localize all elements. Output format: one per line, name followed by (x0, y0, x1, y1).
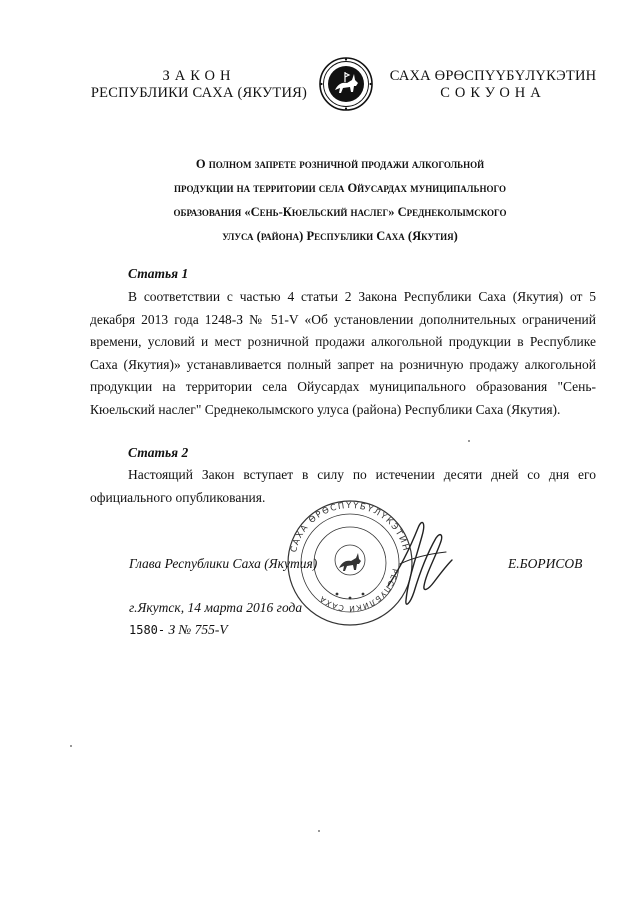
scan-speck (318, 830, 320, 832)
registration-number-suffix: З № 755-V (168, 622, 228, 637)
law-title-line: образования «Сень-Кюельский наслег» Среднеколымского (173, 205, 507, 219)
article-2-heading: Статья 2 (128, 445, 189, 460)
scan-speck (468, 440, 470, 442)
signatory-position: Глава Республики Саха (Якутия) (129, 556, 318, 571)
svg-text:САХА ӨРӨСПҮҮБҮЛҮКЭТИН: САХА ӨРӨСПҮҮБҮЛҮКЭТИН (289, 500, 411, 554)
article-1-text: В соответствии с частью 4 статьи 2 Закона Республики Саха (Якутия) от 5 декабря 2013 года 1248-З № 51-V «Об установлении дополнительных ограничений времени, условий и мест розничной продажи алкогольной продукции в Республике Саха (Якутия)» устанавливается полный запрет на розничную продажу алкогольной продукции на территории села Ойусардах муниципального образования "Сень-Кюельский наслег" Среднеколымского улуса (района) Республики Саха (Якутия). (90, 289, 596, 417)
header-right (382, 68, 604, 102)
handwritten-signature (380, 508, 460, 618)
svg-text:РЕСПУБЛИКИ САХА: РЕСПУБЛИКИ САХА (317, 568, 400, 614)
signatory-name: Е.БОРИСОВ (508, 556, 583, 571)
header-left-title: ЗАКОН (162, 68, 236, 84)
header-right-subtitle: СОКУОНА (440, 85, 546, 101)
header-left-subtitle: РЕСПУБЛИКИ САХА (ЯКУТИЯ) (90, 85, 308, 101)
law-title-line: продукции на территории села Ойусардах муниципального (174, 181, 506, 195)
scan-speck (70, 745, 72, 747)
registration-number-stamp: 1580- (129, 623, 166, 637)
law-title-line: О полном запрете розничной продажи алкогольной (195, 157, 485, 171)
registration-number (129, 622, 228, 638)
law-title-line: улуса (района) Республики Саха (Якутия) (222, 229, 458, 243)
article-1-heading: Статья 1 (128, 266, 189, 281)
header-left (88, 68, 310, 102)
place-and-date: г.Якутск, 14 марта 2016 года (129, 600, 303, 615)
header-right-title: САХА ӨРӨСПҮҮБҮЛҮКЭТИН (389, 68, 597, 84)
coat-of-arms-emblem (318, 56, 374, 112)
law-title (110, 152, 570, 248)
article-2-text: Настоящий Закон вступает в силу по истечении десяти дней со дня его официального опубликования. (90, 467, 596, 505)
